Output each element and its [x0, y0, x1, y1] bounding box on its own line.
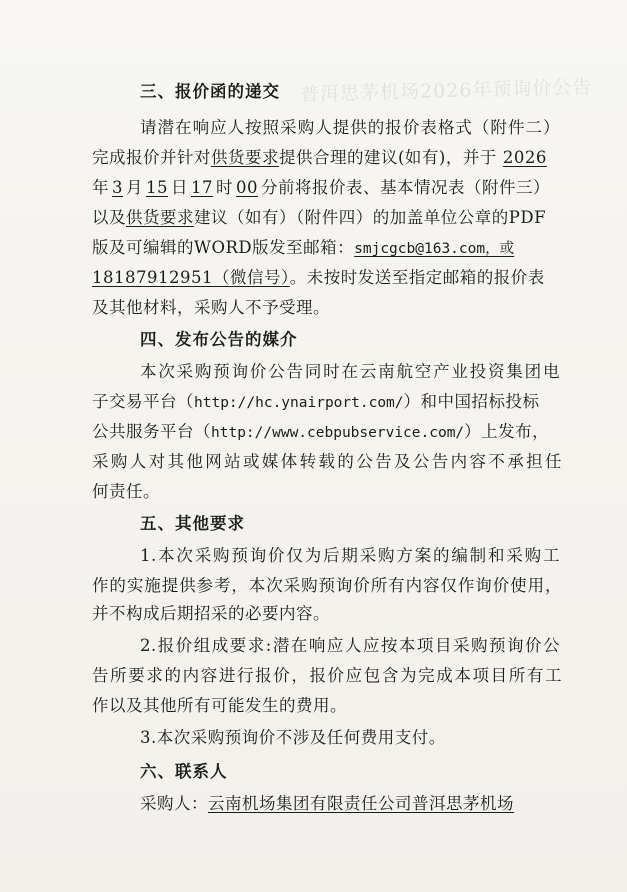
- deadline-minute: 00: [236, 178, 258, 197]
- text-run: 分前将报价表、基本情况表（附件三）: [261, 178, 550, 197]
- section-4-line-3: [92, 422, 562, 443]
- section-3-line-1: 请潜在响应人按照采购人提供的报价表格式（附件二）: [140, 118, 560, 137]
- text-run: 月: [126, 178, 143, 197]
- text-run: 以及: [92, 208, 126, 227]
- buyer-value: 云南机场集团有限责任公司普洱思茅机场: [208, 794, 514, 813]
- section-5-item-1-line-1: 1.本次采购预询价仅为后期采购方案的编制和采购工: [140, 546, 560, 565]
- wechat-id: 18187912951（微信号）: [92, 268, 290, 287]
- deadline-month: 3: [112, 178, 123, 197]
- section-5-item-3-line-1: 3.本次采购预询价不涉及任何费用支付。: [140, 728, 446, 747]
- section-heading-6: 六、联系人: [140, 762, 228, 781]
- section-3-line-7: 及其他材料，采购人不予受理。: [92, 298, 330, 317]
- section-5-item-2-line-1: 2.报价组成要求:潜在响应人应按本项目采购预询价公: [140, 636, 560, 655]
- section-5-item-1-line-2: 作的实施提供参考，本次采购预询价所有内容仅作询价使用，: [92, 576, 562, 595]
- section-heading-3: 三、报价函的递交: [140, 82, 280, 101]
- text-run: 公共服务平台（: [92, 422, 211, 441]
- section-heading-4: 四、发布公告的媒介: [140, 330, 298, 349]
- section-4-line-4: 采购人对其他网站或媒体转载的公告及公告内容不承担任: [92, 452, 562, 471]
- text-run: 子交易平台（: [92, 392, 194, 411]
- underlined-term: 供货要求: [126, 208, 194, 227]
- platform-url-2[interactable]: http://www.cebpubservice.com/: [211, 425, 465, 441]
- section-4-line-5: 何责任。: [92, 482, 160, 501]
- section-heading-5: 五、其他要求: [140, 514, 245, 533]
- text-run: 完成报价并针对: [92, 148, 211, 167]
- text-run: 提供合理的建议(如有)，并于: [279, 148, 497, 167]
- buyer-line: [140, 794, 560, 814]
- text-run: ）上发布，: [464, 422, 550, 441]
- text-run: 版及可编辑的WORD版发至邮箱：: [92, 238, 355, 257]
- email-link[interactable]: smjcgcb@163.com，或: [354, 241, 515, 257]
- underlined-term: 供货要求: [211, 148, 279, 167]
- text-run: 日: [171, 178, 188, 197]
- section-3-line-2: [92, 148, 562, 168]
- section-5-item-1-line-3: 并不构成后期招采的必要内容。: [92, 604, 330, 623]
- section-3-line-3: [92, 178, 562, 198]
- text-run: 时: [216, 178, 233, 197]
- deadline-year: 2026: [502, 148, 547, 167]
- section-5-item-2-line-2: 告所要求的内容进行报价，报价应包含为完成本项目所有工: [92, 666, 562, 685]
- bleed-through-text: 普洱思茅机场2026年预询价公告: [299, 76, 593, 106]
- section-5-item-2-line-3: 作以及其他所有可能发生的费用。: [92, 696, 347, 715]
- platform-url-1[interactable]: http://hc.ynairport.com/: [194, 395, 404, 411]
- section-3-line-4: [92, 208, 562, 228]
- text-run: 建议（如有）（附件四）的加盖单位公章的PDF: [194, 208, 547, 227]
- section-4-line-2: [92, 392, 562, 413]
- text-run: 。未按时发送至指定邮箱的报价表: [289, 268, 545, 287]
- section-4-line-1: 本次采购预询价公告同时在云南航空产业投资集团电: [140, 362, 560, 381]
- deadline-day: 15: [146, 178, 168, 197]
- buyer-label: 采购人：: [140, 794, 208, 813]
- section-3-line-6: [92, 268, 562, 288]
- section-3-line-5: [92, 238, 562, 259]
- text-run: ）和中国招标投标: [403, 392, 540, 411]
- text-run: 年: [92, 178, 109, 197]
- deadline-hour: 17: [191, 178, 213, 197]
